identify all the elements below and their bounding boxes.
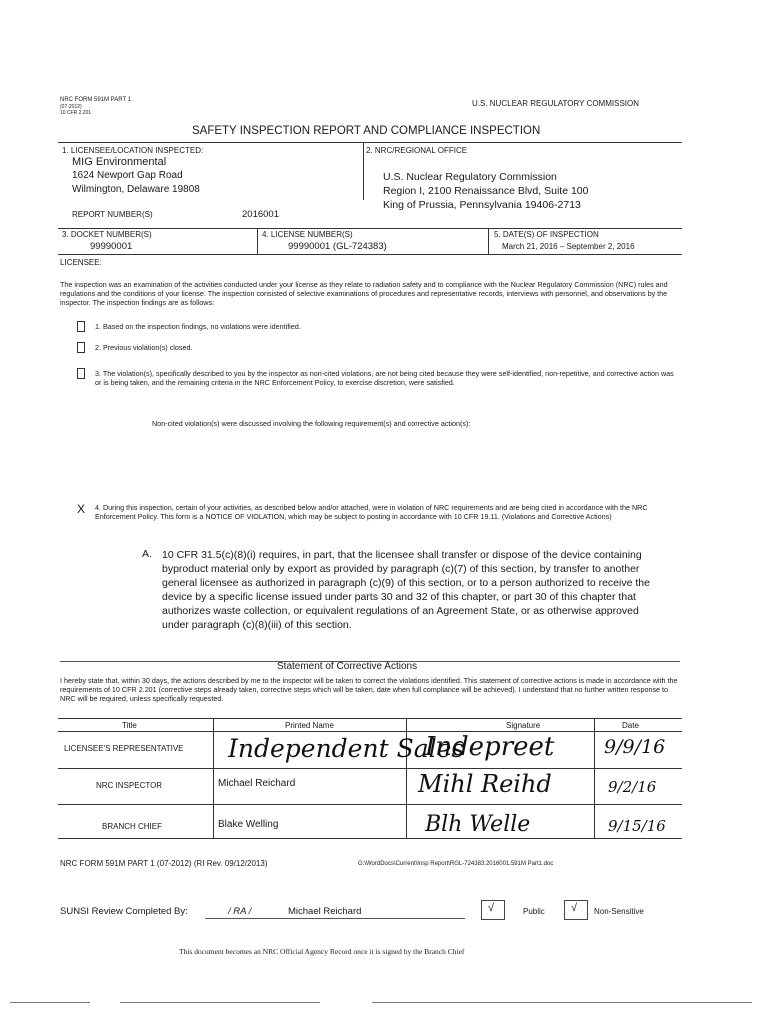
rule	[58, 142, 682, 143]
record-note: This document becomes an NRC Official Agency Record once it is signed by the Branch Chief	[179, 947, 465, 956]
scan-artefact	[10, 1002, 90, 1003]
divider	[257, 228, 258, 254]
sig-row-printed-name: Michael Reichard	[218, 778, 296, 789]
rule	[58, 804, 682, 805]
rule	[58, 838, 682, 839]
corrective-title: Statement of Corrective Actions	[277, 661, 418, 672]
sig-row-signature: Blh Welle	[425, 812, 531, 837]
licensee-label: 1. LICENSEE/LOCATION INSPECTED:	[62, 146, 204, 155]
scan-artefact	[372, 1002, 752, 1003]
violation-letter: A.	[142, 548, 152, 560]
rule	[58, 731, 682, 732]
item-3-text: 3. The violation(s), specifically described to you by the inspector as non-cited violations, are not being cited because they were self-identified, non-repetitive, and corrective action was or is being taken, and the remaining criteria in the NRC Enforcement Policy, to exercise discretion, were satisfied.	[95, 369, 674, 387]
sig-row-title: LICENSEE'S REPRESENTATIVE	[64, 744, 184, 753]
sig-row-printed-name: Independent Sales	[228, 734, 465, 763]
col-title: Title	[122, 721, 137, 730]
inspection-dates-label: 5. DATE(S) OF INSPECTION	[494, 230, 599, 239]
license-label: 4. LICENSE NUMBER(S)	[262, 230, 353, 239]
file-path: G:\WordDocs\Current\Insp Report\RGL-724383.2016001.591M Part1.doc	[358, 861, 554, 867]
sig-row-signature: Indepreet	[425, 732, 555, 762]
item-3-checkbox	[77, 368, 85, 379]
item-1-text: 1. Based on the inspection findings, no violations were identified.	[95, 322, 301, 331]
rule	[205, 918, 465, 919]
public-checkmark: √	[488, 902, 495, 914]
sig-row-date: 9/15/16	[608, 817, 666, 835]
rule	[58, 718, 682, 719]
item-2-checkbox	[77, 342, 85, 353]
col-date: Date	[622, 721, 639, 730]
col-printed-name: Printed Name	[285, 721, 334, 730]
col-signature: Signature	[506, 721, 541, 730]
regional-line-3: King of Prussia, Pennsylvania 19406-2713	[383, 199, 581, 211]
inspection-dates: March 21, 2016 – September 2, 2016	[502, 242, 635, 251]
violation-text: 10 CFR 31.5(c)(8)(i) requires, in part, that the licensee shall transfer or dispose of the device containing byproduct material only by export as provided by paragraph (c)(7) of this section, by transfer to another general licensee as authorized in paragraph (c)(9) of this section, or to a person authorized to receive the device by a specific license issued under parts 30 and 32 of this chapter, or part 30 of this chapter that authorizes waste collection, or equivalent regulations of an Agreement State, or as otherwise approved under paragraph (c)(8)(iii) of this section.	[162, 549, 650, 631]
scan-artefact	[120, 1002, 320, 1003]
licensee-address-2: Wilmington, Delaware 19808	[72, 184, 200, 195]
licensee-name: MIG Environmental	[72, 156, 167, 168]
regional-office-label: 2. NRC/REGIONAL OFFICE	[366, 146, 468, 155]
noncited-text: Non-cited violation(s) were discussed involving the following requirement(s) and corrective action(s):	[152, 419, 471, 428]
form-revision: NRC FORM 591M PART 1 (07-2012) (RI Rev. 09/12/2013)	[60, 859, 268, 868]
report-number-label: REPORT NUMBER(S)	[72, 210, 153, 219]
sunsi-name: Michael Reichard	[288, 906, 362, 917]
docket-number: 99990001	[90, 241, 133, 252]
sig-row-date: 9/2/16	[608, 778, 657, 796]
regional-line-1: U.S. Nuclear Regulatory Commission	[383, 171, 557, 183]
rule	[58, 254, 682, 255]
sig-row-date: 9/9/16	[604, 736, 666, 758]
nonsensitive-checkmark: √	[571, 902, 578, 914]
sunsi-label: SUNSI Review Completed By:	[60, 906, 188, 917]
form-id: NRC FORM 591M PART 1	[60, 97, 132, 103]
rule	[58, 228, 682, 229]
divider	[488, 228, 489, 254]
divider	[363, 142, 364, 200]
sig-row-title: BRANCH CHIEF	[102, 822, 163, 831]
licensee-section-label: LICENSEE:	[60, 258, 102, 267]
document-title: SAFETY INSPECTION REPORT AND COMPLIANCE INSPECTION	[192, 125, 541, 137]
item-2-text: 2. Previous violation(s) closed.	[95, 343, 193, 352]
item-4-checkmark: X	[77, 502, 86, 516]
sig-row-title: NRC INSPECTOR	[96, 781, 163, 790]
intro-paragraph: The inspection was an examination of the activities conducted under your license as they relate to radiation safety and to compliance with the Nuclear Regulatory Commission (NRC) rules and regulations and the conditions of your license. The inspection consisted of selective examinations of procedures and representative records, interviews with personnel, and observations by the inspector. The inspection findings are as follows:	[60, 280, 668, 307]
divider	[594, 718, 595, 838]
license-number: 99990001 (GL-724383)	[288, 241, 387, 252]
docket-label: 3. DOCKET NUMBER(S)	[62, 230, 152, 239]
sunsi-ra: / RA /	[228, 906, 252, 917]
licensee-address-1: 1624 Newport Gap Road	[72, 170, 183, 181]
report-number: 2016001	[242, 209, 279, 220]
item-1-checkbox	[77, 321, 85, 332]
divider	[213, 718, 214, 838]
sig-row-signature: Mihl Reihd	[418, 770, 552, 798]
regional-line-2: Region I, 2100 Renaissance Blvd, Suite 100	[383, 185, 589, 197]
nonsensitive-label: Non-Sensitive	[594, 907, 644, 916]
corrective-text: I hereby state that, within 30 days, the actions described by me to the inspector will be taken to correct the violations identified. This statement of corrective actions is made in accordance with the requirements of 10 CFR 2.201 (corrective steps already taken, corrective steps which will be taken, date when full compliance will be achieved). I understand that no further written response to NRC will be required, unless specifically requested.	[60, 676, 678, 703]
sig-row-printed-name: Blake Welling	[218, 819, 279, 830]
form-date: (07-2012)	[60, 104, 82, 110]
agency-name: U.S. NUCLEAR REGULATORY COMMISSION	[472, 99, 639, 108]
rule	[58, 768, 682, 769]
form-cfr: 10 CFR 2.201	[60, 110, 92, 116]
public-label: Public	[523, 907, 545, 916]
item-4-text: 4. During this inspection, certain of your activities, as described below and/or attached, were in violation of NRC requirements and are being cited in accordance with the NRC Enforcement Policy. This form is a NOTICE OF VIOLATION, which may be subject to posting in accordance with 10 CFR 19.11. (Violations and Corrective Actions)	[95, 503, 648, 521]
